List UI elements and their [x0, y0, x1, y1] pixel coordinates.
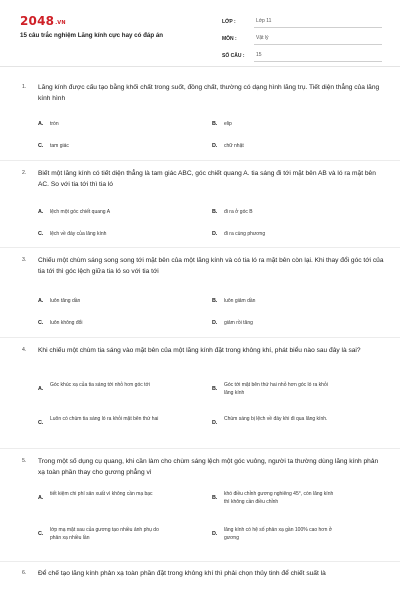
option-letter: B. [212, 209, 218, 215]
question-divider [0, 337, 400, 338]
option-text: tam giác [50, 143, 69, 149]
meta-label: LỚP : [222, 19, 236, 25]
question-text: Khi chiếu một chùm tia sáng vào mặt bên của một lăng kính đặt trong không khí, phát biểu nào sau đây là sai? [38, 347, 361, 354]
option-text: đi ra cùng phương [224, 231, 266, 237]
option-letter: D. [212, 531, 218, 537]
option-letter: B. [212, 298, 218, 304]
option-text: elip [224, 121, 232, 127]
option-letter: A. [38, 209, 44, 215]
option-letter: D. [212, 231, 218, 237]
option-text: luôn tăng dần [50, 298, 81, 304]
option-letter: D. [212, 320, 218, 326]
question-text: Lăng kính được cấu tạo bằng khối chất trong suốt, đồng chất, thường có dạng hình lăng trụ. Tiết diện thẳng của lăng kính hình [38, 84, 380, 102]
option-text: lăng kính có hệ số phản xạ gần 100% cao hơn ở gương [224, 527, 333, 541]
question-text: Để chế tạo lăng kính phản xạ toàn phần đặt trong không khí thì phải chọn thủy tinh để chiết suất là [38, 570, 326, 577]
meta-value: 15 [254, 52, 382, 62]
option-text: lệch một góc chiết quang A [50, 209, 111, 215]
question-number: 2. [22, 170, 27, 176]
option-letter: B. [212, 495, 218, 501]
option-text: tròn [50, 121, 59, 127]
option-letter: C. [38, 420, 44, 426]
question-6 [0, 568, 400, 598]
option-text: chữ nhật [224, 143, 244, 149]
option-text: luôn giảm dần [224, 298, 256, 304]
question-1 [0, 82, 400, 154]
question-4 [0, 345, 400, 445]
question-number: 5. [22, 458, 27, 464]
option-text: giảm rồi tăng [224, 320, 253, 326]
question-5 [0, 456, 400, 556]
option-letter: D. [212, 420, 218, 426]
document-header [0, 0, 400, 68]
question-divider [0, 561, 400, 562]
option-letter: C. [38, 231, 44, 237]
question-2 [0, 168, 400, 240]
question-text: Biết một lăng kính có tiết diện thẳng là tam giác ABC, góc chiết quang A. tia sáng đi tới mặt bên AB và ló ra mặt bên AC. So với tia tới thì tia ló [38, 170, 376, 188]
option-text: Chùm sáng bị lệch về đáy khi đi qua lăng kính. [224, 416, 328, 422]
meta-value: Lớp 11 [254, 18, 382, 28]
option-text: lớp mạ mặt sau của gương tạo nhiều ảnh phụ do phản xạ nhiều lần [50, 527, 159, 541]
option-text: tiết kiệm chi phí sản xuất vì không cần mạ bạc [50, 491, 153, 497]
question-3 [0, 255, 400, 333]
meta-row-count [222, 45, 382, 62]
header-divider [0, 66, 400, 67]
meta-label: MÔN : [222, 36, 237, 42]
option-letter: C. [38, 531, 44, 537]
question-number: 6. [22, 570, 27, 576]
option-letter: B. [212, 386, 218, 392]
document-title: 15 câu trắc nghiệm Lăng kính cực hay có đáp án [20, 32, 164, 39]
option-text: Luôn có chùm tia sáng ló ra khỏi mặt bên thứ hai [50, 416, 159, 422]
logo-text: 2048 [20, 14, 55, 28]
option-text: luôn không đổi [50, 320, 83, 326]
meta-value: Vật lý [254, 35, 382, 45]
option-letter: D. [212, 143, 218, 149]
question-text: Trong một số dụng cụ quang, khi cần làm cho chùm sáng lệch một góc vuông, người ta thường dùng lăng kính phản xạ toàn phần thay cho gương phẳng vì [38, 458, 379, 476]
logo-suffix: .VN [55, 20, 66, 26]
question-divider [0, 448, 400, 449]
option-letter: A. [38, 121, 44, 127]
meta-label: SỐ CÂU : [222, 53, 245, 59]
question-number: 1. [22, 84, 27, 90]
question-divider [0, 160, 400, 161]
question-number: 3. [22, 257, 27, 263]
option-text: đi ra ở góc B [224, 209, 253, 215]
question-number: 4. [22, 347, 27, 353]
question-divider [0, 247, 400, 248]
option-text: khó điều chỉnh gương nghiêng 45°, còn lăng kính thì không cần điều chỉnh [224, 491, 334, 505]
document-meta [222, 11, 382, 62]
question-text: Chiếu một chùm sáng song song tới mặt bên của một lăng kính và có tia ló ra mặt bên còn lại. Khi thay đổi góc tới của tia tới thì góc lệch giữa tia ló so với tia tới [38, 257, 384, 275]
option-letter: A. [38, 495, 44, 501]
option-letter: C. [38, 320, 44, 326]
option-letter: B. [212, 121, 218, 127]
option-letter: A. [38, 298, 44, 304]
option-text: lệch về đáy của lăng kính [50, 231, 107, 237]
option-letter: C. [38, 143, 44, 149]
meta-row-subject [222, 28, 382, 45]
option-text: Góc tới mặt bên thứ hai nhỏ hơn góc ló ra khỏi lăng kính [224, 382, 328, 396]
meta-row-class [222, 11, 382, 28]
option-text: Góc khúc xạ của tia sáng tới nhỏ hơn góc tới [50, 382, 150, 388]
option-letter: A. [38, 386, 44, 392]
site-logo[interactable] [20, 14, 66, 28]
